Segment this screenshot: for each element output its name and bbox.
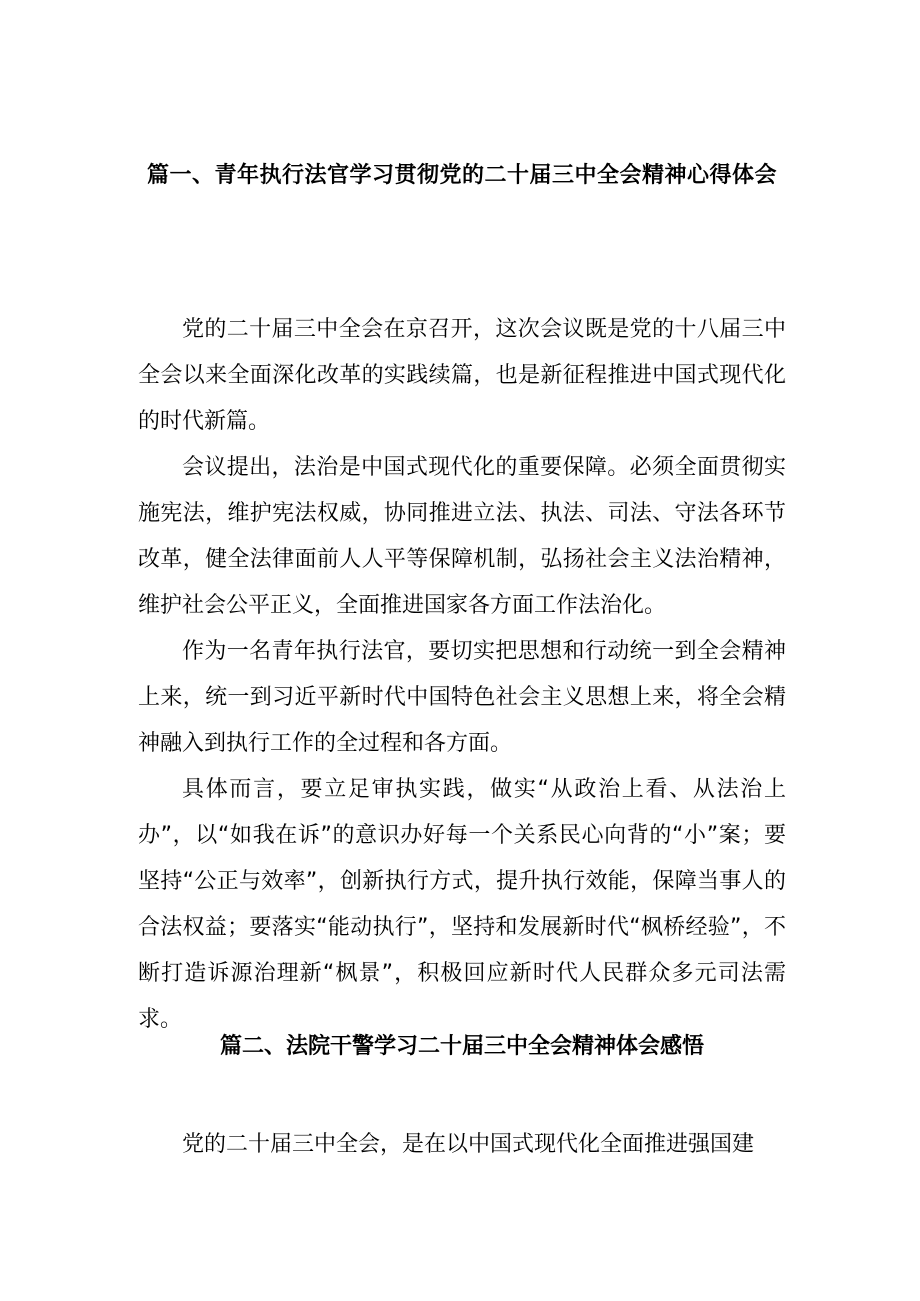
paragraph: 具体而言，要立足审执实践，做实“从政治上看、从法治上办”，以“如我在诉”的意识办好每一个关系民心向背的“小”案；要坚持“公正与效率”，创新执行方式，提升执行效能，保障当事人的合法权益；要落实“能动执行”，坚持和发展新时代“枫桥经验”，不断打造诉源治理新“枫景”，积极回应新时代人民群众多元司法需求。 <box>138 777 786 1032</box>
section-1-body <box>138 307 786 1043</box>
paragraph: 党的二十届三中全会在京召开，这次会议既是党的十八届三中全会以来全面深化改革的实践续篇，也是新征程推进中国式现代化的时代新篇。 <box>138 317 786 434</box>
section-2-body <box>138 1122 786 1168</box>
paragraph: 作为一名青年执行法官，要切实把思想和行动统一到全会精神上来，统一到习近平新时代中国特色社会主义思想上来，将全会精神融入到执行工作的全过程和各方面。 <box>138 639 786 756</box>
paragraph: 会议提出，法治是中国式现代化的重要保障。必须全面贯彻实施宪法，维护宪法权威，协同推进立法、执法、司法、守法各环节改革，健全法律面前人人平等保障机制，弘扬社会主义法治精神，维护社会公平正义，全面推进国家各方面工作法治化。 <box>138 455 786 618</box>
paragraph: 党的二十届三中全会，是在以中国式现代化全面推进强国建 <box>182 1132 755 1157</box>
section-2-title: 篇二、法院干警学习二十届三中全会精神体会感悟 <box>219 1034 704 1059</box>
section-1-title: 篇一、青年执行法官学习贯彻党的二十届三中全会精神心得体会 <box>146 163 777 188</box>
